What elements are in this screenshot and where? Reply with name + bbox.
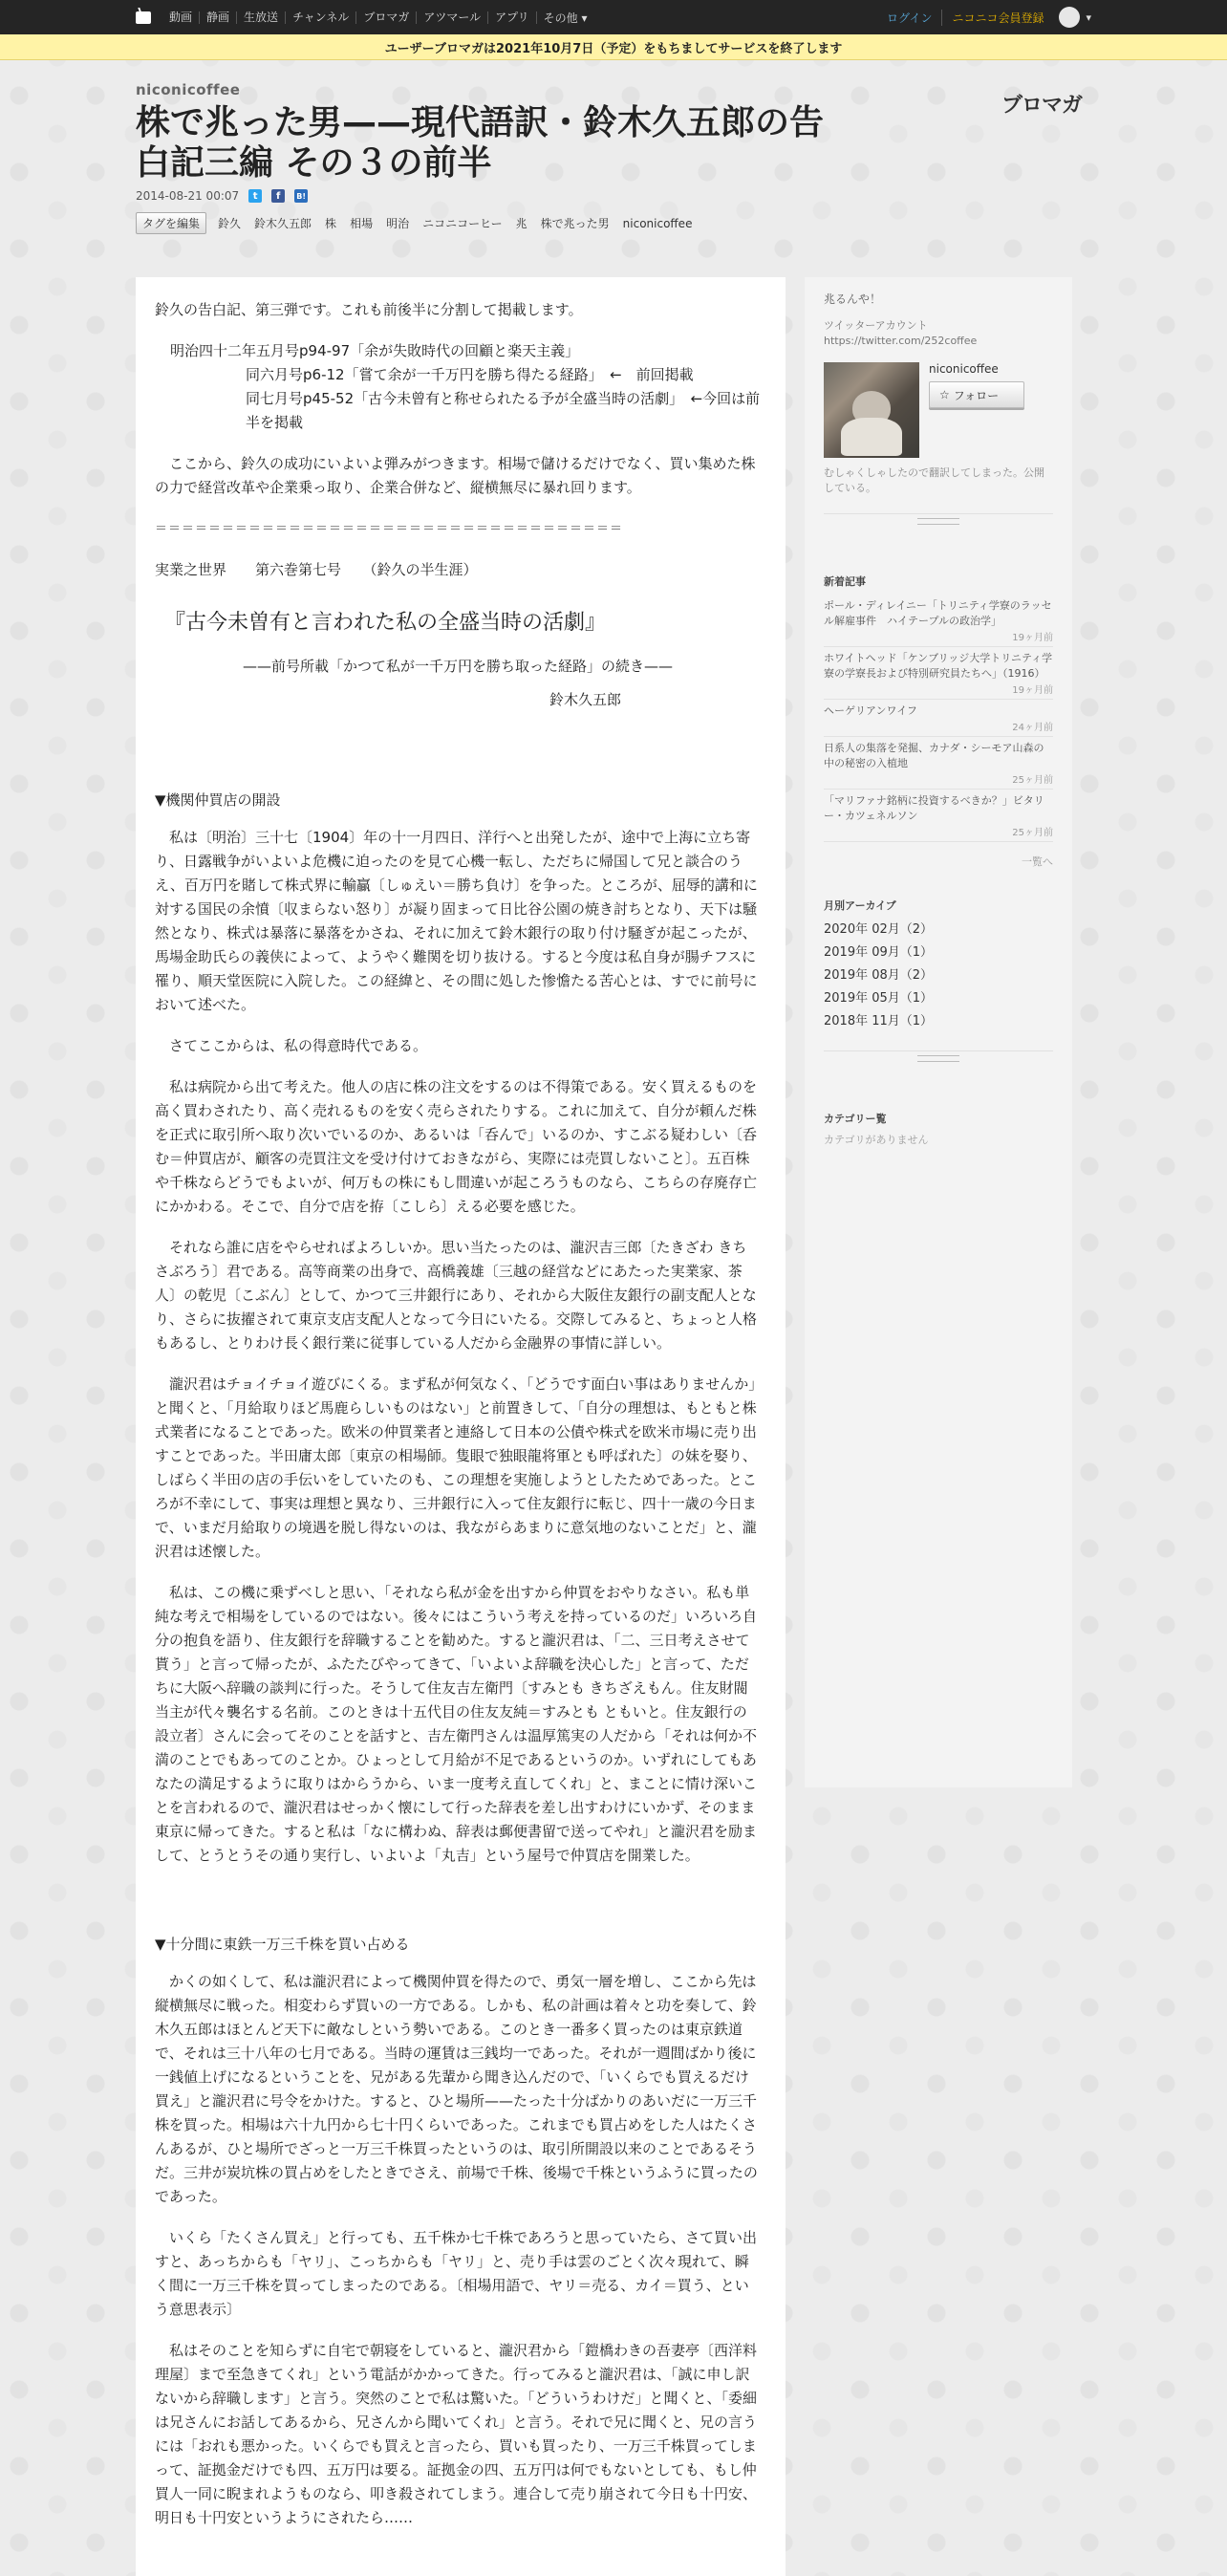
more-articles-link[interactable]: 一覧へ — [1022, 855, 1053, 868]
facebook-share-icon[interactable]: f — [271, 189, 285, 203]
recent-article-item[interactable] — [824, 700, 1053, 737]
source-line: 同六月号p6-12「嘗て余が一千万円を勝ち得たる経路」 ← 前回掲載 — [246, 366, 694, 383]
article-heading: 『古今未曽有と言われた私の全盛当時の活劇』 — [164, 611, 607, 635]
paragraph: かくの如くして、私は瀧沢君によって機関仲買を得たので、勇気一層を増し、ここから先は縦横無尽に戦った。相変わらず買いの一方である。しかも、私の計画は着々と功を奏して、鈴木久五郎はほとんど天下に敵なしという勢いである。このとき一番多く買ったのは東京鉄道で、それは三十八年の七月である。当時の運賃は三銭均一であった。それが一週間ばかり後に一銭値上げになるということを、兄がある先輩から聞き込んだので、「いくらでも買えるだけ買え」と瀧沢君に号令をかけた。すると、ひと場所——たった十分ばかりのあいだに一万三千株を買った。相場は六十九円から七十円くらいであった。これまでも買占めをした人はたくさんあるが、ひと場所でざっと一万三千株買ったというのは、取引所開設以来のことであるそうだ。三井が炭坑株の買占めをしたときでさえ、前場で千株、後場で千株というふうに買ったのであった。 — [155, 1973, 758, 2205]
account-menu-chevron-icon[interactable]: ▾ — [1086, 11, 1091, 24]
tag-link[interactable]: niconicoffee — [622, 216, 693, 230]
nav-link-atsumaru[interactable]: アツマール — [417, 11, 488, 24]
article-meta — [136, 189, 1091, 203]
recent-article-title[interactable]: 「マリファナ銘柄に投資するべきか？」ビタリー・カツェネルソン — [824, 794, 1044, 822]
article-author: 鈴木久五郎 — [549, 691, 621, 708]
recent-article-date: 19ヶ月前 — [1012, 633, 1053, 643]
service-links — [162, 10, 588, 26]
section-heading: ▼十分間に東鉄一万三千株を買い占める — [155, 1936, 410, 1953]
profile-info — [919, 362, 1024, 458]
archive-link[interactable]: 2018年 11月（1） — [824, 1014, 934, 1028]
login-link[interactable]: ログイン — [877, 10, 942, 26]
blog-title: 兆るんや！ — [824, 292, 882, 306]
separator-line: ＝＝＝＝＝＝＝＝＝＝＝＝＝＝＝＝＝＝＝＝＝＝＝＝＝＝＝＝＝＝＝＝＝＝＝ — [155, 522, 624, 536]
top-navigation-inner — [136, 0, 1091, 34]
nav-more-dropdown[interactable] — [537, 10, 588, 26]
nav-link-seiga[interactable]: 静画 — [200, 11, 237, 24]
magazine-info: 実業之世界 第六巻第七号 （鈴久の半生涯） — [155, 561, 478, 578]
profile-description: むしゃくしゃしたので翻訳してしまった。公開している。 — [824, 466, 1044, 494]
category-empty-text: カテゴリがありません — [824, 1134, 929, 1146]
profile-name[interactable]: niconicoffee — [929, 362, 999, 376]
nav-link-video[interactable]: 動画 — [162, 11, 200, 24]
recent-article-item[interactable] — [824, 790, 1053, 842]
follow-button[interactable] — [929, 381, 1024, 408]
article-header — [136, 60, 1091, 277]
niconico-tv-icon[interactable] — [136, 11, 151, 24]
paragraph: 私はそのことを知らずに自宅で朝寝をしていると、瀧沢君から「鎧橋わきの吾妻亭〔西洋料理屋〕まで至急きてくれ」という電話がかかってきた。行ってみると瀧沢君は、「誠に申し訳ないから辞職します」と言う。突然のことで私は驚いた。「どういうわけだ」と聞くと、「委細は兄さんにお話してあるから、兄さんから聞いてくれ」と言う。それで兄に聞くと、兄の言うには「おれも悪かった。いくらでも買えと言ったら、買いも買ったり、一万三千株買ってしまって、証拠金だけでも四、五万円は要る。証拠金の四、五万円は何でもないとしても、もし仲買人一同に睨まれようものなら、叩き殺されてしまう。連合して売り崩されて今日も十円安、明日も十円安というようにされたら…… — [155, 2342, 758, 2526]
paragraph: それなら誰に店をやらせればよろしいか。思い当たったのは、瀧沢吉三郎〔たきざわ きちさぶろう〕君である。高等商業の出身で、高橋義雄〔三越の経営などにあたった実業家、茶人〕の乾児〔こぶん〕として、かつて三井銀行にあり、それから大阪住友銀行の副支配人となり、さらに抜擢されて東京支店支配人となって今日にいたる。交際してみると、ちょっと人格もあるし、とりわけ長く銀行業に従事している人だから金融界の事情に詳しい。 — [155, 1239, 758, 1352]
account-area — [877, 7, 1091, 28]
article-body — [136, 277, 786, 2576]
paragraph: いくら「たくさん買え」と行っても、五千株か七千株であろうと思っていたら、さて買い出すと、あっちからも「ヤリ」、こっちからも「ヤリ」と、売り手は雲のごとく次々現れて、瞬く間に一万三千株を買ってしまったのである。〔相場用語で、ヤリ＝売る、カイ＝買う、という意思表示〕 — [155, 2229, 758, 2318]
nav-link-blomaga[interactable]: ブロマガ — [356, 11, 417, 24]
edit-tags-button[interactable]: タグを編集 — [136, 212, 206, 234]
section-divider — [824, 513, 1053, 528]
source-line: 明治四十二年五月号p94-97「余が失敗時代の回顧と楽天主義」 — [170, 342, 580, 359]
top-navigation-bar — [0, 0, 1227, 34]
content-columns — [136, 277, 1091, 2576]
profile-card — [824, 362, 1053, 458]
archive-link[interactable]: 2019年 09月（1） — [824, 945, 934, 960]
star-icon: ☆ — [939, 388, 950, 401]
register-link[interactable]: ニコニコ会員登録 — [952, 11, 1044, 25]
paragraph: さてここからは、私の得意時代である。 — [169, 1037, 428, 1054]
recent-articles-heading: 新着記事 — [824, 575, 866, 588]
chevron-down-icon: ▾ — [581, 11, 588, 25]
service-end-notice: ユーザーブロマガは2021年10月7日（予定）をもちましてサービスを終了します — [0, 34, 1227, 60]
article-intro: 鈴久の告白記、第三弾です。これも前後半に分割して掲載します。 — [155, 301, 583, 318]
tag-link[interactable]: 株 — [325, 217, 337, 230]
recent-article-title[interactable]: ホワイトヘッド「ケンブリッジ大学トリニティ学寮の学寮長および特別研究員たちへ」（1916） — [824, 652, 1053, 680]
archive-link[interactable]: 2020年 02月（2） — [824, 922, 934, 937]
nav-link-app[interactable]: アプリ — [488, 11, 537, 24]
recent-article-item[interactable] — [824, 647, 1053, 700]
nav-link-live[interactable]: 生放送 — [237, 11, 286, 24]
article-subtitle: ——前号所載「かつて私が一千万円を勝ち取った経路」の続き—— — [242, 658, 673, 675]
nav-link-channel[interactable]: チャンネル — [286, 11, 356, 24]
paragraph: 私は〔明治〕三十七〔1904〕年の十一月四日、洋行へと出発したが、途中で上海に立ち寄り、日露戦争がいよいよ危機に迫ったのを見て心機一転し、ただちに帰国して兄と談合のうえ、百万円を賭して株式界に輸贏〔しゅえい＝勝ち負け〕を争った。ところが、屈辱的講和に対する国民の余憤〔収まらない怒り〕が凝り固まって日比谷公園の焼き討ちとなり、天下は騒然となり、株式は暴落に暴落をかさね、それに加えて鈴木銀行の取り付け騒ぎが起こったが、馬場金助氏らの義侠によって、ようやく難関を切り抜ける。すると今度は私自身が腸チフスに罹り、順天堂医院に入院した。この経緯と、その間に処した惨憺たる苦心とは、すでに前号において述べた。 — [155, 829, 758, 1013]
recent-article-date: 19ヶ月前 — [1012, 685, 1053, 696]
twitter-share-icon[interactable]: t — [248, 189, 262, 203]
source-line: 同七月号p45-52「古今未曾有と称せられたる予が全盛当時の活劇」 ←今回は前半を掲載 — [246, 390, 761, 431]
paragraph: 瀧沢君はチョイチョイ遊びにくる。まず私が何気なく、「どうです面白い事はありませんか」と聞くと、「月給取りほど馬鹿らしいものはない」と前置きして、「自分の理想は、もともと株式業者になることであった。欧米の仲買業者と連絡して日本の公債や株式を欧米市場に売り出すことであった。半田庸太郎〔東京の相場師。隻眼で独眼龍将軍とも呼ばれた〕の妹を娶り、しばらく半田の店の手伝いをしていたのも、この理想を実施しようとしたためであった。ところが不幸にして、事実は理想と異なり、三井銀行に入って住友銀行に転じ、四十一歳の今日まで、いまだ月給取りの境遇を脱し得ないのは、我ながらあまりに意気地のないことだ」と、瀧沢君は述懐した。 — [155, 1375, 757, 1560]
nav-more-label: その他 — [543, 11, 578, 25]
tag-link[interactable]: ニコニコーヒー — [422, 217, 503, 230]
tag-list — [136, 212, 1091, 234]
hatena-bookmark-icon[interactable]: B! — [294, 189, 308, 203]
tag-link[interactable]: 鈴木久五郎 — [254, 217, 312, 230]
profile-image[interactable] — [824, 362, 919, 458]
follow-label: フォロー — [953, 388, 1000, 402]
article-lead: ここから、鈴久の成功にいよいよ弾みがつきます。相場で儲けるだけでなく、買い集めた株の力で経営改革や企業乗っ取り、企業合併など、縦横無尽に暴れ回ります。 — [155, 455, 756, 496]
tag-link[interactable]: 株で兆った男 — [540, 217, 610, 230]
recent-article-title[interactable]: ヘーゲリアンワイフ — [824, 704, 917, 717]
channel-name[interactable]: niconicoffee — [136, 81, 241, 98]
recent-article-item[interactable] — [824, 737, 1053, 790]
archive-heading: 月別アーカイブ — [824, 899, 896, 912]
archive-link[interactable]: 2019年 08月（2） — [824, 968, 934, 983]
publish-date: 2014-08-21 00:07 — [136, 189, 240, 203]
paragraph: 私は病院から出て考えた。他人の店に株の注文をするのは不得策である。安く買えるものを高く買わされたり、高く売れるものを安く売らされたりする。これに加えて、自分が頼んだ株を正式に取引所へ取り次いでいるのか、あるいは「呑んで」いるのか、すこぶる疑わしい〔呑む＝仲買店が、顧客の売買注文を受け付けておきながら、実際には売買しないこと〕。五百株や千株ならどうでもよいが、何万もの株にもし間違いが起ころうものなら、こちらの存廃存亡にかかわる。そこで、自分で店を拵〔こしら〕える必要を感じた。 — [155, 1078, 758, 1215]
tag-link[interactable]: 兆 — [515, 217, 527, 230]
recent-article-date: 25ヶ月前 — [1012, 775, 1053, 786]
section-divider — [824, 1050, 1053, 1065]
recent-article-item[interactable] — [824, 595, 1053, 647]
archive-link[interactable]: 2019年 05月（1） — [824, 991, 934, 1006]
paragraph: 私は、この機に乗ずべしと思い、「それなら私が金を出すから仲買をおやりなさい。私も単純な考えで相場をしているのではない。後々にはこういう考えを持っているのだ」いろいろ自分の抱負を語り、住友銀行を辞職することを勧めた。すると瀧沢君は、「二、三日考えさせて貰う」と言って帰ったが、ふたたびやってきて、「いよいよ辞職を決心した」と言って、ただちに大阪へ辞職の談判に行った。そうして住友吉左衛門〔すみとも きちざえもん。住友財閥当主が代々襲名する名前。このときは十五代目の住友友純＝すみとも ともいと。住友銀行の設立者〕さんに会ってそのことを話すと、吉左衛門さんは温厚篤実の人だから「それは何か不満のことでもあってのことか。ひょっとして月給が不足であるというのか。いずれにしてもあなたの満足するように取りはからうから、いま一度考え直してくれ」と、まことに情け深いことを言われるので、瀧沢君はせっかく懐にして行った辞表を差し出すわけにいかず、そのまま東京に帰ってきた。すると私は「なに構わぬ、辞表は郵便書留で送ってやれ」と瀧沢君を励まして、とうとうその通り実行し、いよいよ「丸吉」という屋号で仲買店を開業した。 — [155, 1584, 758, 1864]
page-container — [136, 60, 1091, 2576]
recent-article-date: 24ヶ月前 — [1012, 723, 1053, 733]
category-heading: カテゴリー覧 — [824, 1113, 887, 1125]
section-heading: ▼機関仲買店の開設 — [155, 791, 281, 809]
sidebar — [805, 277, 1072, 1787]
tag-link[interactable]: 明治 — [386, 217, 410, 230]
tag-link[interactable]: 鈴久 — [218, 217, 242, 230]
page-title: 株で兆った男——現代語訳・鈴木久五郎の告白記三編 その３の前半 — [136, 103, 825, 183]
recent-article-title[interactable]: 日系人の集落を発掘、カナダ・シーモア山森の中の秘密の入植地 — [824, 742, 1044, 769]
tag-link[interactable]: 相場 — [350, 217, 374, 230]
blomaga-logo[interactable]: ブロマガ — [1001, 94, 1082, 118]
recent-article-title[interactable]: ポール・ディレイニー「トリニティ学寮のラッセル解雇事件 ハイテープルの政治学」 — [824, 599, 1052, 627]
twitter-account-text: ツイッターアカウント https://twitter.com/252coffee — [824, 319, 978, 347]
user-avatar-icon[interactable] — [1059, 7, 1080, 28]
recent-article-date: 25ヶ月前 — [1012, 828, 1053, 838]
